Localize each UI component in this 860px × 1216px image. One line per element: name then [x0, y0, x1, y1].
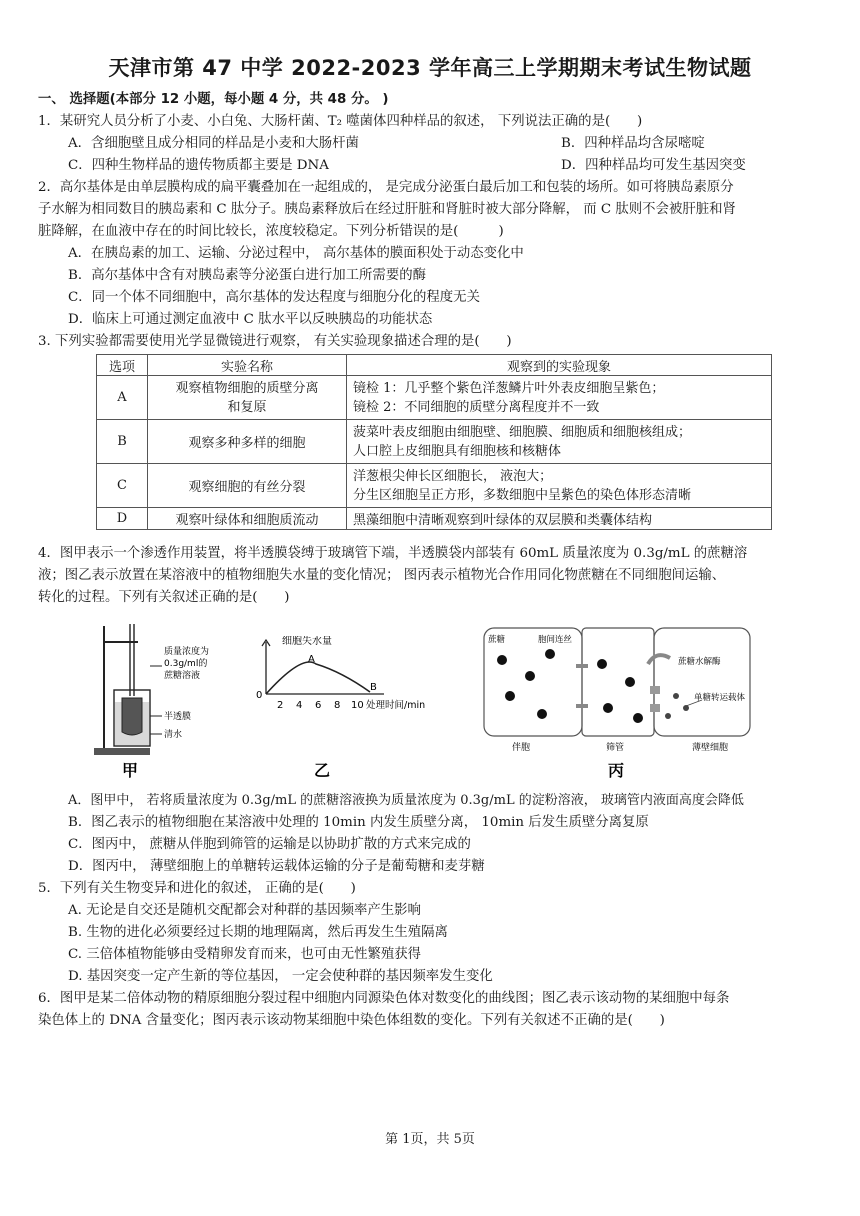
page-footer: 第 1页，共 5页 — [385, 1132, 475, 1147]
sucrose-molecule — [603, 703, 613, 713]
table-cell-option: B — [97, 420, 148, 464]
table-cell-name: 观察多种多样的细胞 — [148, 420, 347, 464]
table-cell-observation-line: 洋葱根尖伸长区细胞长， 液泡大； — [353, 468, 553, 484]
q1-option-a-text: A．含细胞壁且成分相同的样品是小麦和大肠杆菌 — [68, 136, 359, 151]
table-header-option: 选项 — [97, 355, 148, 376]
table-cell-observation-line: 人口腔上皮细胞具有细胞核和核糖体 — [353, 443, 562, 459]
table-cell-observation: 黑藻细胞中清晰观察到叶绿体的双层膜和类囊体结构 — [347, 508, 772, 530]
table-cell-observation-line: 分生区细胞呈正方形，多数细胞中呈紫色的染色体形态清晰 — [353, 487, 692, 503]
q4-option-d: D．图丙中， 薄壁细胞上的单糖转运载体运输的分子是葡萄糖和麦芽糖 — [68, 859, 485, 874]
label-sieve-tube: 筛管 — [606, 743, 625, 753]
sucrose-molecule — [537, 709, 547, 719]
table-cell-observation — [347, 464, 772, 508]
sucrose-molecule — [545, 649, 555, 659]
q4-option-a: A．图甲中， 若将质量浓度为 0.3g/mL 的蔗糖溶液换为质量浓度为 0.3g/mL 的淀粉溶液， 玻璃管内液面高度会降低 — [68, 793, 744, 808]
table-cell-name-line: 观察植物细胞的质壁分离 — [175, 380, 319, 396]
monosaccharide — [673, 693, 679, 699]
q1-option-b: B．四种样品均含尿嘧啶 — [561, 136, 705, 151]
q1-stem: 1．某研究人员分析了小麦、小白兔、大肠杆菌、T₂ 噬菌体四种样品的叙述， 下列说法正确的是( ) — [38, 114, 643, 129]
label-sucrose-hydrolase: 蔗糖水解酶 — [678, 657, 721, 667]
monosaccharide — [665, 713, 671, 719]
q6-stem-line1: 6．图甲是某二倍体动物的精原细胞分裂过程中细胞内同源染色体对数变化的曲线图；图乙表示该动物的某细胞中每条 — [38, 991, 730, 1006]
figure-bing-sucrose-transport — [480, 624, 760, 780]
x-axis-label: 处理时间/min — [366, 700, 426, 711]
table-cell-name — [148, 376, 347, 420]
table-header-observation: 观察到的实验现象 — [347, 355, 772, 376]
plasmodesma — [576, 704, 588, 708]
table-row — [97, 464, 772, 508]
q4-stem-line1: 4．图甲表示一个渗透作用装置，将半透膜袋缚于玻璃管下端，半透膜袋内部装有 60mL 质量浓度为 0.3g/mL 的蔗糖溶 — [38, 546, 748, 561]
table-cell-observation-line: 镜检 1：几乎整个紫色洋葱鳞片叶外表皮细胞呈紫色； — [353, 380, 665, 396]
label-concentration-value: 0.3g/ml的 — [164, 659, 208, 669]
q2-stem-line1: 2．高尔基体是由单层膜构成的扁平囊叠加在一起组成的， 是完成分泌蛋白最后加工和包装的场所。如可将胰岛素原分 — [38, 180, 734, 195]
membrane-bag — [122, 698, 142, 735]
sucrose-hydrolase-arrow — [648, 655, 670, 664]
experiment-table — [96, 354, 772, 530]
x-tick-label: 6 — [315, 700, 322, 711]
q3-stem: 3. 下列实验都需要使用光学显微镜进行观察， 有关实验现象描述合理的是( ) — [38, 334, 512, 349]
table-row — [97, 508, 772, 530]
q4-option-b: B．图乙表示的植物细胞在某溶液中处理的 10min 内发生质壁分离， 10min 后发生质壁分离复原 — [68, 815, 649, 830]
q1-option-c — [68, 155, 858, 177]
sucrose-molecule — [525, 671, 535, 681]
point-b-label: B — [370, 682, 377, 693]
label-plasmodesmata: 胞间连丝 — [538, 635, 573, 645]
q1-option-c-text: C．四种生物样品的遗传物质都主要是 DNA — [68, 158, 329, 173]
sucrose-molecule — [625, 677, 635, 687]
table-cell-observation-line: 镜检 2：不同细胞的质壁分离程度并不一致 — [353, 399, 600, 415]
q2-option-a: A．在胰岛素的加工、运输、分泌过程中， 高尔基体的膜面积处于动态变化中 — [68, 246, 524, 261]
sucrose-molecule — [597, 659, 607, 669]
q4-stem-line2: 液；图乙表示放置在某溶液中的植物细胞失水量的变化情况； 图丙表示植物光合作用同化物蔗糖在不同细胞间运输、 — [38, 568, 726, 583]
x-tick-label: 8 — [334, 700, 341, 711]
sucrose-molecule — [497, 655, 507, 665]
table-cell-name: 观察细胞的有丝分裂 — [148, 464, 347, 508]
table-cell-name-line: 和复原 — [227, 399, 267, 415]
figure-jia-caption: 甲 — [122, 761, 139, 780]
table-cell-name: 观察叶绿体和细胞质流动 — [148, 508, 347, 530]
label-sucrose: 蔗糖 — [488, 635, 506, 645]
monosaccharide-transporter — [650, 704, 660, 712]
parenchyma-cell — [654, 628, 750, 736]
point-a-label: A — [308, 654, 315, 665]
table-cell-option: C — [97, 464, 148, 508]
sieve-tube — [582, 628, 654, 736]
x-tick-label: 10 — [351, 700, 364, 711]
stand-base — [94, 748, 150, 755]
q5-option-c: C. 三倍体植物能够由受精卵发育而来，也可由无性繁殖获得 — [68, 947, 422, 962]
x-tick-label: 2 — [277, 700, 284, 711]
q4-option-c: C．图丙中， 蔗糖从伴胞到筛管的运输是以协助扩散的方式来完成的 — [68, 837, 471, 852]
q2-option-d: D．临床上可通过测定血液中 C 肽水平以反映胰岛的功能状态 — [68, 312, 433, 327]
q2-stem-line2: 子水解为相同数目的胰岛素和 C 肽分子。胰岛素释放后在经过肝脏和肾脏时被大部分降解， 而 C 肽则不会被肝脏和肾 — [38, 202, 736, 217]
table-cell-option: A — [97, 376, 148, 420]
label-sucrose-solution: 蔗糖溶液 — [164, 671, 201, 681]
table-header-row — [97, 355, 772, 376]
section-heading: 一、 选择题(本部分 12 小题，每小题 4 分，共 48 分。 ) — [38, 92, 389, 107]
origin-label: 0 — [256, 690, 263, 701]
label-water: 清水 — [164, 730, 183, 740]
sucrose-molecule — [505, 691, 515, 701]
figure-yi-caption: 乙 — [314, 761, 331, 780]
q4-stem-line3: 转化的过程。下列有关叙述正确的是( ) — [38, 590, 290, 605]
figure-jia-osmosis-apparatus — [92, 620, 242, 780]
figure-yi-water-loss-chart — [252, 636, 442, 780]
q1-option-d: D．四种样品均可发生基因突变 — [561, 158, 746, 173]
table-header-name: 实验名称 — [148, 355, 347, 376]
plasmodesma — [576, 664, 588, 668]
q2-option-b: B．高尔基体中含有对胰岛素等分泌蛋白进行加工所需要的酶 — [68, 268, 426, 283]
q5-option-d: D. 基因突变一定产生新的等位基因， 一定会使种群的基因频率发生变化 — [68, 969, 493, 984]
label-concentration: 质量浓度为 — [164, 647, 210, 657]
table-cell-observation — [347, 376, 772, 420]
label-membrane: 半透膜 — [164, 712, 192, 722]
y-axis-label: 细胞失水量 — [282, 636, 332, 647]
q2-option-c: C．同一个体不同细胞中，高尔基体的发达程度与细胞分化的程度无关 — [68, 290, 480, 305]
page-title: 天津市第 47 中学 2022-2023 学年高三上学期期末考试生物试题 — [108, 56, 752, 80]
q1-option-a — [68, 133, 858, 155]
table-row — [97, 420, 772, 464]
x-tick-label: 4 — [296, 700, 303, 711]
monosaccharide-transporter — [650, 686, 660, 694]
table-cell-option: D — [97, 508, 148, 530]
q6-stem-line2: 染色体上的 DNA 含量变化；图丙表示该动物某细胞中染色体组数的变化。下列有关叙述不正确的是( ) — [38, 1013, 665, 1028]
label-parenchyma-cell: 薄壁细胞 — [692, 743, 729, 753]
q5-option-b: B. 生物的进化必须要经过长期的地理隔离，然后再发生生殖隔离 — [68, 925, 448, 940]
q5-option-a: A. 无论是自交还是随机交配都会对种群的基因频率产生影响 — [68, 903, 421, 918]
q2-stem-line3: 脏降解，在血液中存在的时间比较长，浓度较稳定。下列分析错误的是( ) — [38, 224, 504, 239]
q5-stem: 5．下列有关生物变异和进化的叙述， 正确的是( ) — [38, 881, 356, 896]
figure-bing-caption: 丙 — [608, 761, 625, 780]
label-monosaccharide-transporter: 单糖转运载体 — [694, 693, 746, 703]
table-row — [97, 376, 772, 420]
table-cell-observation-line: 菠菜叶表皮细胞由细胞壁、细胞膜、细胞质和细胞核组成； — [353, 424, 692, 440]
table-cell-observation — [347, 420, 772, 464]
label-companion-cell: 伴胞 — [512, 743, 531, 753]
water-loss-curve — [266, 662, 370, 694]
sucrose-molecule — [633, 713, 643, 723]
